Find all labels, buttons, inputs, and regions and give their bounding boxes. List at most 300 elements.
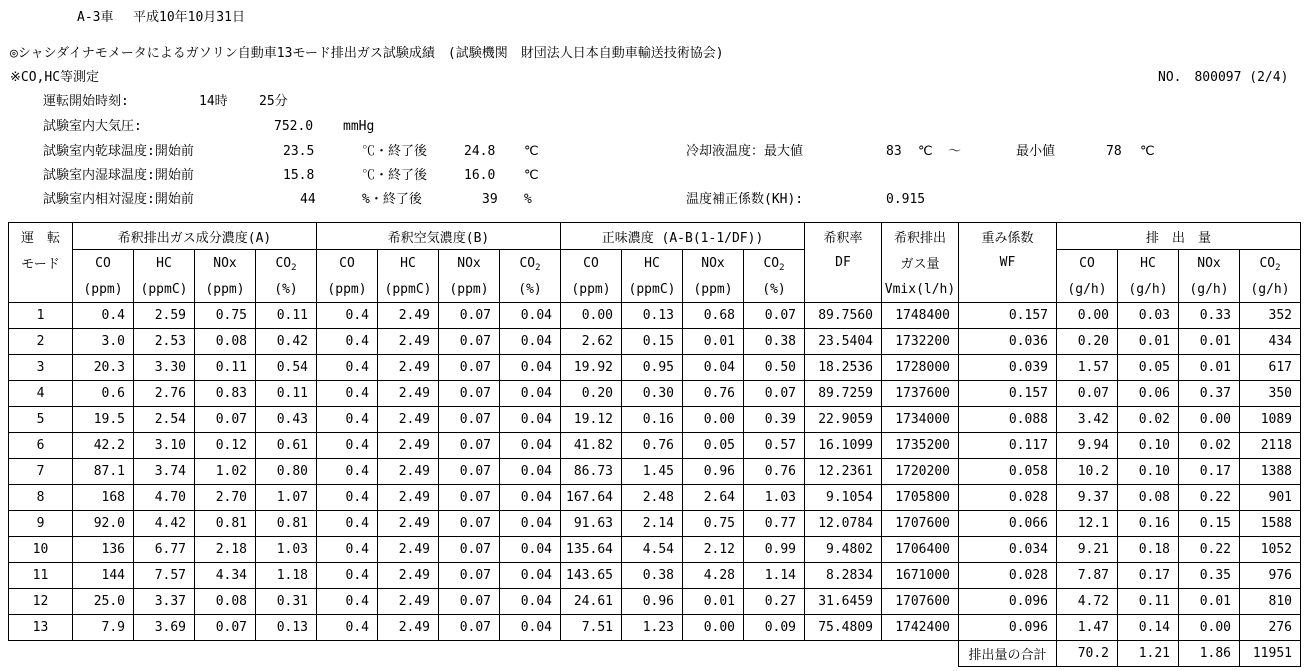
cell-e-co2: 810 — [1240, 589, 1301, 615]
cell-b-co2: 0.04 — [500, 407, 561, 433]
cell-a-co2: 0.42 — [256, 329, 317, 355]
cell-a-co: 0.6 — [73, 381, 134, 407]
cell-e-nox: 0.22 — [1179, 485, 1240, 511]
cell-e-co2: 350 — [1240, 381, 1301, 407]
header-vmix-3: Vmix(l/h) — [882, 276, 959, 303]
cell-df: 89.7560 — [805, 303, 882, 329]
cell-b-co: 0.4 — [317, 589, 378, 615]
cell-a-nox: 2.70 — [195, 485, 256, 511]
vehicle-id: A-3車 — [77, 10, 114, 25]
cell-n-co2: 0.07 — [744, 381, 805, 407]
cell-b-nox: 0.07 — [439, 459, 500, 485]
cell-wf: 0.058 — [959, 459, 1057, 485]
cell-b-co2: 0.04 — [500, 381, 561, 407]
cell-n-hc: 0.38 — [622, 563, 683, 589]
coolant-min: 78 — [1106, 144, 1122, 159]
header-mode-3 — [9, 276, 73, 303]
cell-e-co: 0.20 — [1057, 329, 1118, 355]
cell-a-co2: 0.54 — [256, 355, 317, 381]
humidity-mid: %・終了後 — [362, 192, 422, 207]
cell-n-co: 135.64 — [561, 537, 622, 563]
header-e-co2: $CO_2$ — [1240, 250, 1301, 277]
cell-a-co2: 0.43 — [256, 407, 317, 433]
cell-b-co2: 0.04 — [500, 433, 561, 459]
cell-a-hc: 6.77 — [134, 537, 195, 563]
cell-vmix: 1705800 — [882, 485, 959, 511]
cell-b-co2: 0.04 — [500, 459, 561, 485]
cell-a-hc: 3.69 — [134, 615, 195, 641]
cell-n-co2: 0.07 — [744, 303, 805, 329]
header-df-1: 希釈率 — [805, 223, 882, 250]
wet-bulb-label: 試験室内湿球温度:開始前 — [43, 168, 194, 183]
cell-a-co2: 0.13 — [256, 615, 317, 641]
unit-b-hc: (ppmC) — [378, 276, 439, 303]
cell-n-co: 86.73 — [561, 459, 622, 485]
unit-a-nox: (ppm) — [195, 276, 256, 303]
table-row — [9, 589, 1301, 615]
cell-n-co: 167.64 — [561, 485, 622, 511]
cell-mode: 11 — [9, 563, 73, 589]
unit-df — [805, 276, 882, 303]
cell-e-co: 9.94 — [1057, 433, 1118, 459]
cell-e-hc: 0.06 — [1118, 381, 1179, 407]
pressure-value: 752.0 — [274, 119, 314, 134]
cell-n-co: 0.20 — [561, 381, 622, 407]
start-time-minute: 25分 — [259, 94, 288, 109]
cell-e-hc: 0.14 — [1118, 615, 1179, 641]
cell-e-co2: 276 — [1240, 615, 1301, 641]
cell-mode: 7 — [9, 459, 73, 485]
cell-n-co2: 0.38 — [744, 329, 805, 355]
cell-a-co: 3.0 — [73, 329, 134, 355]
cell-b-nox: 0.07 — [439, 615, 500, 641]
cell-b-hc: 2.49 — [378, 589, 439, 615]
cell-b-nox: 0.07 — [439, 407, 500, 433]
cell-b-hc: 2.49 — [378, 485, 439, 511]
header-group-b: 希釈空気濃度(B) — [317, 223, 561, 250]
cell-a-hc: 4.42 — [134, 511, 195, 537]
measurement-note: ※CO,HC等測定 — [10, 70, 100, 85]
total-nox: 1.86 — [1179, 641, 1240, 667]
unit-a-hc: (ppmC) — [134, 276, 195, 303]
cell-a-nox: 0.11 — [195, 355, 256, 381]
cell-wf: 0.039 — [959, 355, 1057, 381]
table-row — [9, 433, 1301, 459]
cell-wf: 0.157 — [959, 381, 1057, 407]
cell-vmix: 1748400 — [882, 303, 959, 329]
cell-e-co: 3.42 — [1057, 407, 1118, 433]
cell-b-co: 0.4 — [317, 407, 378, 433]
cell-b-nox: 0.07 — [439, 433, 500, 459]
header-group-net: 正味濃度 (A-B(1-1/DF)) — [561, 223, 805, 250]
header-emissions: 排 出 量 — [1057, 223, 1301, 250]
cell-a-nox: 0.08 — [195, 589, 256, 615]
cell-a-hc: 2.59 — [134, 303, 195, 329]
cell-df: 31.6459 — [805, 589, 882, 615]
cell-n-co: 0.00 — [561, 303, 622, 329]
unit-b-co2: (%) — [500, 276, 561, 303]
cell-a-co: 136 — [73, 537, 134, 563]
dry-bulb-after: 24.8 — [464, 144, 496, 159]
cell-a-co2: 0.80 — [256, 459, 317, 485]
total-co: 70.2 — [1057, 641, 1118, 667]
cell-b-nox: 0.07 — [439, 511, 500, 537]
cell-n-co: 19.12 — [561, 407, 622, 433]
table-row — [9, 511, 1301, 537]
cell-e-co2: 1089 — [1240, 407, 1301, 433]
wet-bulb-before: 15.8 — [283, 168, 315, 183]
cell-a-nox: 0.75 — [195, 303, 256, 329]
table-body — [9, 303, 1301, 641]
cell-a-hc: 3.30 — [134, 355, 195, 381]
start-time-hour: 14時 — [199, 94, 228, 109]
coolant-max-unit: ℃ — [918, 144, 933, 159]
cell-e-nox: 0.35 — [1179, 563, 1240, 589]
cell-n-co2: 0.57 — [744, 433, 805, 459]
cell-e-co2: 434 — [1240, 329, 1301, 355]
cell-b-co: 0.4 — [317, 433, 378, 459]
cell-a-co: 0.4 — [73, 303, 134, 329]
dry-bulb-before: 23.5 — [283, 144, 315, 159]
cell-a-hc: 3.37 — [134, 589, 195, 615]
cell-n-co: 41.82 — [561, 433, 622, 459]
cell-b-nox: 0.07 — [439, 537, 500, 563]
header-n-co: CO — [561, 250, 622, 277]
cell-df: 89.7259 — [805, 381, 882, 407]
table-row — [9, 485, 1301, 511]
header-e-nox: NOx — [1179, 250, 1240, 277]
header-b-co2: $CO_2$ — [500, 250, 561, 277]
cell-n-co: 24.61 — [561, 589, 622, 615]
cell-a-nox: 0.81 — [195, 511, 256, 537]
cell-n-nox: 0.01 — [683, 329, 744, 355]
cell-n-nox: 0.04 — [683, 355, 744, 381]
cell-mode: 8 — [9, 485, 73, 511]
cell-a-co2: 1.03 — [256, 537, 317, 563]
unit-a-co: (ppm) — [73, 276, 134, 303]
cell-b-co: 0.4 — [317, 381, 378, 407]
cell-a-co: 25.0 — [73, 589, 134, 615]
cell-a-nox: 1.02 — [195, 459, 256, 485]
cell-e-co: 10.2 — [1057, 459, 1118, 485]
cell-e-co2: 976 — [1240, 563, 1301, 589]
unit-e-hc: (g/h) — [1118, 276, 1179, 303]
cell-mode: 9 — [9, 511, 73, 537]
unit-wf — [959, 276, 1057, 303]
cell-b-co2: 0.04 — [500, 563, 561, 589]
cell-b-hc: 2.49 — [378, 615, 439, 641]
cell-a-nox: 4.34 — [195, 563, 256, 589]
cell-e-nox: 0.17 — [1179, 459, 1240, 485]
cell-e-co: 9.37 — [1057, 485, 1118, 511]
cell-b-co: 0.4 — [317, 303, 378, 329]
header-b-hc: HC — [378, 250, 439, 277]
wet-bulb-mid: ℃・終了後 — [362, 168, 428, 183]
cell-e-nox: 0.01 — [1179, 589, 1240, 615]
cell-mode: 1 — [9, 303, 73, 329]
header-a-nox: NOx — [195, 250, 256, 277]
cell-df: 18.2536 — [805, 355, 882, 381]
cell-n-co2: 0.09 — [744, 615, 805, 641]
cell-vmix: 1732200 — [882, 329, 959, 355]
cell-a-co: 144 — [73, 563, 134, 589]
table-row — [9, 615, 1301, 641]
cell-n-co: 19.92 — [561, 355, 622, 381]
cell-b-hc: 2.49 — [378, 563, 439, 589]
total-hc: 1.21 — [1118, 641, 1179, 667]
cell-df: 12.2361 — [805, 459, 882, 485]
cell-b-hc: 2.49 — [378, 459, 439, 485]
dry-bulb-unit: ℃ — [524, 144, 539, 159]
cell-b-hc: 2.49 — [378, 381, 439, 407]
cell-b-co: 0.4 — [317, 563, 378, 589]
cell-n-nox: 0.00 — [683, 407, 744, 433]
cell-b-hc: 2.49 — [378, 329, 439, 355]
unit-b-nox: (ppm) — [439, 276, 500, 303]
unit-e-co: (g/h) — [1057, 276, 1118, 303]
cell-a-co2: 0.11 — [256, 381, 317, 407]
cell-n-co2: 1.03 — [744, 485, 805, 511]
header-group-a: 希釈排出ガス成分濃度(A) — [73, 223, 317, 250]
cell-e-co2: 352 — [1240, 303, 1301, 329]
header-a-hc: HC — [134, 250, 195, 277]
cell-n-co: 7.51 — [561, 615, 622, 641]
cell-a-nox: 0.07 — [195, 615, 256, 641]
header-e-hc: HC — [1118, 250, 1179, 277]
cell-a-co2: 0.31 — [256, 589, 317, 615]
cell-vmix: 1706400 — [882, 537, 959, 563]
cell-n-nox: 0.76 — [683, 381, 744, 407]
cell-vmix: 1720200 — [882, 459, 959, 485]
cell-n-nox: 0.68 — [683, 303, 744, 329]
cell-vmix: 1728000 — [882, 355, 959, 381]
humidity-unit: % — [524, 192, 532, 207]
kh-value: 0.915 — [886, 192, 926, 207]
cell-e-hc: 0.10 — [1118, 433, 1179, 459]
cell-b-hc: 2.49 — [378, 537, 439, 563]
total-label: 排出量の合計 — [959, 641, 1057, 667]
cell-a-co: 42.2 — [73, 433, 134, 459]
cell-df: 9.1054 — [805, 485, 882, 511]
document-title: ◎シャシダイナモメータによるガソリン自動車13モード排出ガス試験成績 (試験機関 財団法人日本自動車輸送技術協会) — [10, 46, 724, 61]
cell-mode: 12 — [9, 589, 73, 615]
header-n-co2: $CO_2$ — [744, 250, 805, 277]
cell-b-hc: 2.49 — [378, 433, 439, 459]
cell-e-co: 0.07 — [1057, 381, 1118, 407]
cell-n-nox: 2.12 — [683, 537, 744, 563]
cell-a-co2: 1.07 — [256, 485, 317, 511]
cell-vmix: 1671000 — [882, 563, 959, 589]
cell-a-hc: 4.70 — [134, 485, 195, 511]
cell-n-hc: 1.23 — [622, 615, 683, 641]
coolant-tilde: ～ — [948, 144, 962, 159]
cell-n-nox: 2.64 — [683, 485, 744, 511]
cell-mode: 3 — [9, 355, 73, 381]
pressure-label: 試験室内大気圧: — [43, 119, 142, 134]
header-b-co: CO — [317, 250, 378, 277]
cell-e-hc: 0.03 — [1118, 303, 1179, 329]
cell-e-nox: 0.01 — [1179, 355, 1240, 381]
cell-mode: 6 — [9, 433, 73, 459]
unit-n-co: (ppm) — [561, 276, 622, 303]
cell-b-hc: 2.49 — [378, 355, 439, 381]
cell-e-nox: 0.33 — [1179, 303, 1240, 329]
cell-df: 8.2834 — [805, 563, 882, 589]
cell-a-co: 19.5 — [73, 407, 134, 433]
cell-e-hc: 0.16 — [1118, 511, 1179, 537]
cell-e-nox: 0.00 — [1179, 407, 1240, 433]
cell-b-co2: 0.04 — [500, 511, 561, 537]
cell-b-co2: 0.04 — [500, 355, 561, 381]
cell-e-nox: 0.01 — [1179, 329, 1240, 355]
cell-n-co: 91.63 — [561, 511, 622, 537]
header-n-hc: HC — [622, 250, 683, 277]
cell-wf: 0.088 — [959, 407, 1057, 433]
cell-b-co: 0.4 — [317, 615, 378, 641]
cell-e-co: 4.72 — [1057, 589, 1118, 615]
cell-a-hc: 2.53 — [134, 329, 195, 355]
cell-vmix: 1734000 — [882, 407, 959, 433]
cell-vmix: 1707600 — [882, 589, 959, 615]
cell-df: 12.0784 — [805, 511, 882, 537]
cell-df: 23.5404 — [805, 329, 882, 355]
cell-b-co2: 0.04 — [500, 485, 561, 511]
header-wf-2: WF — [959, 250, 1057, 277]
cell-n-hc: 0.76 — [622, 433, 683, 459]
cell-n-hc: 4.54 — [622, 537, 683, 563]
cell-a-co: 20.3 — [73, 355, 134, 381]
cell-b-nox: 0.07 — [439, 355, 500, 381]
cell-e-co: 1.47 — [1057, 615, 1118, 641]
emission-table — [8, 222, 1301, 667]
cell-e-co2: 2118 — [1240, 433, 1301, 459]
cell-a-co2: 0.61 — [256, 433, 317, 459]
cell-e-nox: 0.37 — [1179, 381, 1240, 407]
cell-n-nox: 0.75 — [683, 511, 744, 537]
cell-n-nox: 0.96 — [683, 459, 744, 485]
cell-vmix: 1742400 — [882, 615, 959, 641]
cell-n-co2: 0.77 — [744, 511, 805, 537]
cell-b-co: 0.4 — [317, 537, 378, 563]
cell-vmix: 1707600 — [882, 511, 959, 537]
cell-wf: 0.028 — [959, 485, 1057, 511]
cell-b-co2: 0.04 — [500, 615, 561, 641]
unit-b-co: (ppm) — [317, 276, 378, 303]
cell-e-hc: 0.05 — [1118, 355, 1179, 381]
cell-n-co2: 0.39 — [744, 407, 805, 433]
unit-e-nox: (g/h) — [1179, 276, 1240, 303]
cell-wf: 0.036 — [959, 329, 1057, 355]
cell-e-hc: 0.08 — [1118, 485, 1179, 511]
header-df-2: DF — [805, 250, 882, 277]
cell-df: 16.1099 — [805, 433, 882, 459]
cell-b-co2: 0.04 — [500, 589, 561, 615]
cell-n-co2: 0.99 — [744, 537, 805, 563]
cell-vmix: 1735200 — [882, 433, 959, 459]
cell-b-co: 0.4 — [317, 329, 378, 355]
cell-n-hc: 0.95 — [622, 355, 683, 381]
cell-n-hc: 0.16 — [622, 407, 683, 433]
dry-bulb-mid: ℃・終了後 — [362, 144, 428, 159]
total-spacer — [9, 641, 959, 667]
cell-e-nox: 0.22 — [1179, 537, 1240, 563]
cell-wf: 0.034 — [959, 537, 1057, 563]
cell-a-nox: 0.83 — [195, 381, 256, 407]
cell-n-co: 2.62 — [561, 329, 622, 355]
test-date: 平成10年10月31日 — [133, 10, 245, 25]
cell-a-nox: 2.18 — [195, 537, 256, 563]
coolant-min-unit: ℃ — [1140, 144, 1155, 159]
cell-a-nox: 0.08 — [195, 329, 256, 355]
header-b-nox: NOx — [439, 250, 500, 277]
header-a-co2: $CO_2$ — [256, 250, 317, 277]
cell-a-hc: 7.57 — [134, 563, 195, 589]
kh-label: 温度補正係数(KH): — [686, 192, 804, 207]
cell-e-co2: 1588 — [1240, 511, 1301, 537]
cell-b-co: 0.4 — [317, 485, 378, 511]
table-row — [9, 459, 1301, 485]
wet-bulb-unit: ℃ — [524, 168, 539, 183]
cell-mode: 5 — [9, 407, 73, 433]
cell-df: 75.4809 — [805, 615, 882, 641]
cell-b-co2: 0.04 — [500, 537, 561, 563]
cell-e-hc: 0.02 — [1118, 407, 1179, 433]
cell-mode: 2 — [9, 329, 73, 355]
start-time-label: 運転開始時刻: — [43, 94, 129, 109]
cell-a-nox: 0.12 — [195, 433, 256, 459]
coolant-max: 83 — [886, 144, 902, 159]
cell-n-hc: 0.13 — [622, 303, 683, 329]
cell-a-co: 92.0 — [73, 511, 134, 537]
cell-e-co2: 901 — [1240, 485, 1301, 511]
cell-n-hc: 0.30 — [622, 381, 683, 407]
cell-a-hc: 2.54 — [134, 407, 195, 433]
cell-wf: 0.096 — [959, 615, 1057, 641]
cell-n-hc: 2.14 — [622, 511, 683, 537]
cell-n-co2: 0.76 — [744, 459, 805, 485]
cell-wf: 0.157 — [959, 303, 1057, 329]
cell-df: 22.9059 — [805, 407, 882, 433]
cell-n-co2: 0.50 — [744, 355, 805, 381]
cell-mode: 4 — [9, 381, 73, 407]
cell-b-co: 0.4 — [317, 459, 378, 485]
header-n-nox: NOx — [683, 250, 744, 277]
cell-a-nox: 0.07 — [195, 407, 256, 433]
cell-e-hc: 0.11 — [1118, 589, 1179, 615]
humidity-after: 39 — [482, 192, 498, 207]
cell-e-co: 1.57 — [1057, 355, 1118, 381]
unit-n-hc: (ppmC) — [622, 276, 683, 303]
cell-b-co2: 0.04 — [500, 329, 561, 355]
cell-wf: 0.028 — [959, 563, 1057, 589]
cell-e-co: 0.00 — [1057, 303, 1118, 329]
header-e-co: CO — [1057, 250, 1118, 277]
cell-b-nox: 0.07 — [439, 329, 500, 355]
cell-n-nox: 0.01 — [683, 589, 744, 615]
cell-e-hc: 0.10 — [1118, 459, 1179, 485]
wet-bulb-after: 16.0 — [464, 168, 496, 183]
cell-e-hc: 0.17 — [1118, 563, 1179, 589]
unit-e-co2: (g/h) — [1240, 276, 1301, 303]
humidity-before: 44 — [300, 192, 316, 207]
cell-n-co2: 1.14 — [744, 563, 805, 589]
cell-b-nox: 0.07 — [439, 303, 500, 329]
cell-e-co: 12.1 — [1057, 511, 1118, 537]
cell-b-hc: 2.49 — [378, 303, 439, 329]
cell-a-hc: 2.76 — [134, 381, 195, 407]
cell-mode: 13 — [9, 615, 73, 641]
cell-e-nox: 0.00 — [1179, 615, 1240, 641]
